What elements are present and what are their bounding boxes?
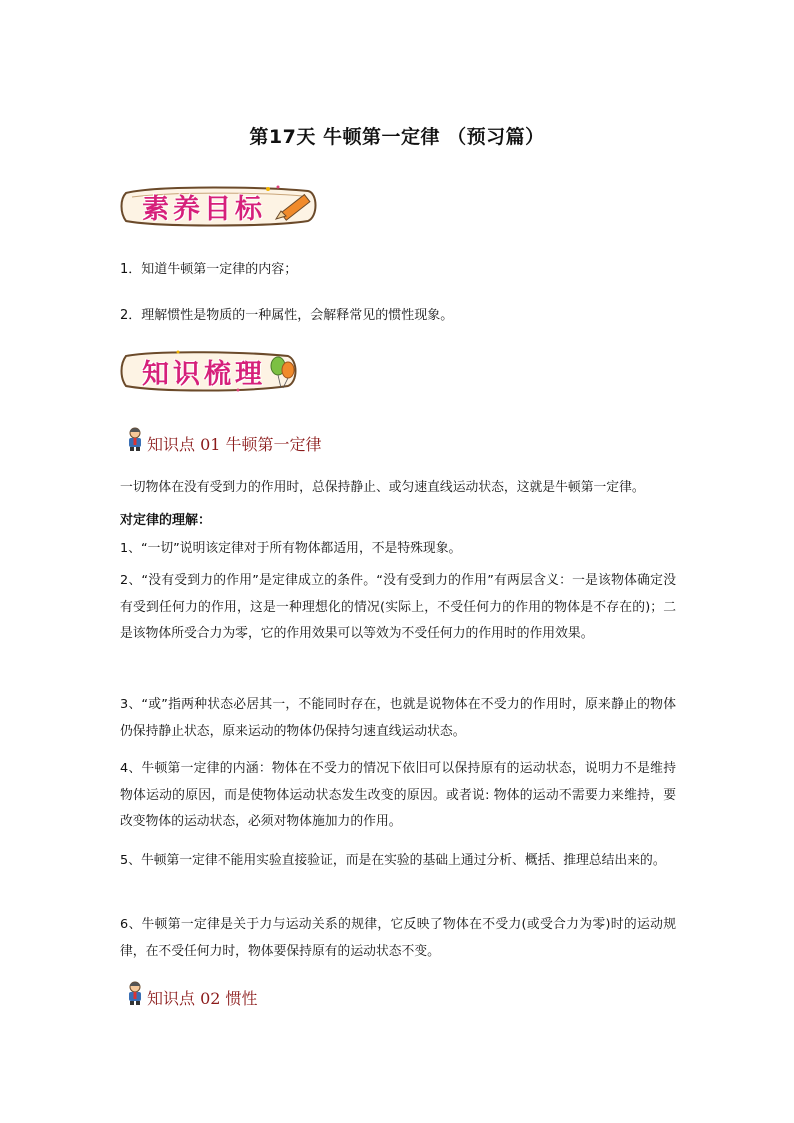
banner-goals-label: 素养目标: [142, 194, 266, 225]
banner-knowledge-label: 知识梳理: [142, 359, 266, 390]
kp1-point-1: 1、“一切”说明该定律对于所有物体都适用，不是特殊现象。: [120, 541, 462, 556]
teacher-avatar-icon: [126, 426, 144, 452]
goal-item-1: 1．知道牛顿第一定律的内容；: [120, 262, 298, 277]
kp1-point-4: 4、牛顿第一定律的内涵：物体在不受力的情况下依旧可以保持原有的运动状态，说明力不是维持物体运动的原因，而是使物体运动状态发生改变的原因。或者说: 物体的运动不需要力来维持，要改变物体的运动状态，必须对物体施加力的作用。: [120, 761, 676, 829]
kp1-point-3: 3、“或”指两种状态必居其一，不能同时存在，也就是说物体在不受力的作用时，原来静止的物体仍保持静止状态，原来运动的物体仍保持匀速直线运动状态。: [120, 697, 676, 739]
knowledge-point-02-label: 知识点 02 惯性: [147, 989, 258, 1008]
kp1-point-2: 2、“没有受到力的作用”是定律成立的条件。“没有受到力的作用”有两层含义：一是该物体确定没有受到任何力的作用，这是一种理想化的情况(实际上，不受任何力的作用的物体是不存在的)；二是该物体所受合力为零，它的作用效果可以等效为不受任何力的作用时的作用效果。: [120, 573, 676, 641]
goal-item-2: 2．理解惯性是物质的一种属性，会解释常见的惯性现象。: [120, 308, 454, 323]
kp1-intro: 一切物体在没有受到力的作用时，总保持静止、或匀速直线运动状态，这就是牛顿第一定律。: [120, 480, 645, 495]
kp1-point-5: 5、牛顿第一定律不能用实验直接验证，而是在实验的基础上通过分析、概括、推理总结出来的。: [120, 853, 666, 868]
teacher-avatar-icon: [126, 980, 144, 1006]
banner-goals: [118, 183, 322, 229]
kp1-subhead: 对定律的理解：: [120, 513, 212, 528]
page-title: 第17天 牛顿第一定律 （预习篇）: [249, 126, 545, 148]
banner-knowledge: [118, 348, 304, 394]
knowledge-point-01-label: 知识点 01 牛顿第一定律: [147, 435, 322, 454]
kp1-point-6: 6、牛顿第一定律是关于力与运动关系的规律，它反映了物体在不受力(或受合力为零)时的运动规律，在不受任何力时，物体要保持原有的运动状态不变。: [120, 917, 676, 959]
